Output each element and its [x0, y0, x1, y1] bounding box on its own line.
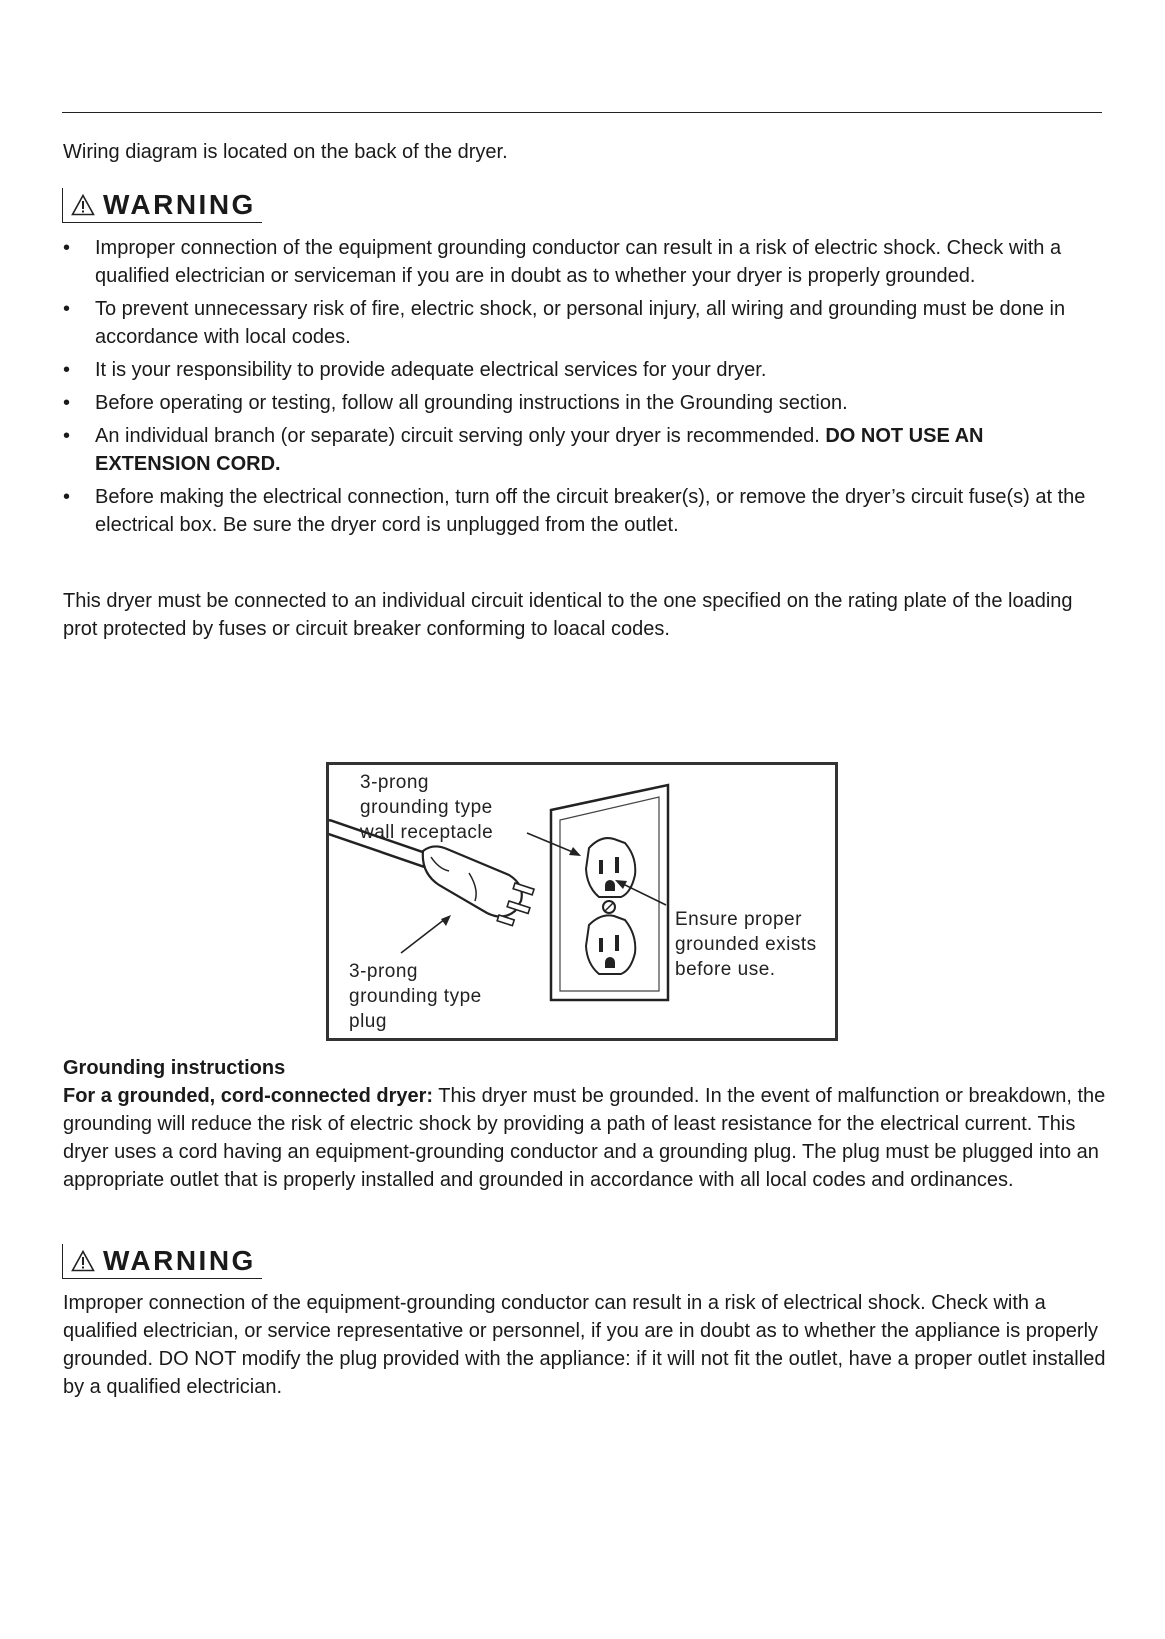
plug-label: 3-prong grounding type plug [349, 961, 482, 1032]
warning-triangle-icon [71, 1250, 95, 1272]
ground-note-label: Ensure proper grounded exists before use. [675, 909, 817, 980]
warning-label: WARNING [103, 189, 256, 220]
warning-bullet-list [63, 234, 1103, 544]
warning-label: WARNING [103, 1245, 256, 1276]
circuit-paragraph: This dryer must be connected to an individual circuit identical to the one specified on the rating plate of the loading prot protected by fuses or circuit breaker conforming to loacal codes. [63, 590, 1073, 640]
list-item: • Before operating or testing, follow all grounding instructions in the Grounding section. [63, 392, 848, 414]
warning-heading-2 [62, 1244, 262, 1279]
list-item: • An individual branch (or separate) circuit serving only your dryer is recommended. DO NOT USE AN EXTENSION CORD. [63, 425, 984, 475]
receptacle-label: 3-prong grounding type wall receptacle [360, 772, 494, 843]
header-rule [62, 112, 1102, 113]
outlet-plug-figure [326, 762, 838, 1041]
warning-paragraph: Improper connection of the equipment-grounding conductor can result in a risk of electrical shock. Check with a qualified electrician, or service representative or personnel, if you are in doubt as to whether the appliance is properly grounded. DO NOT modify the plug provided with the appliance: if it will not fit the outlet, have a proper outlet installed by a qualified electrician. [63, 1292, 1106, 1398]
grounding-heading: Grounding instructions [63, 1057, 286, 1079]
list-item: • It is your responsibility to provide adequate electrical services for your dryer. [63, 359, 767, 381]
list-item: • Improper connection of the equipment grounding conductor can result in a risk of electric shock. Check with a qualified electrician or serviceman if you are in doubt as to whether your dryer is properly grounded. [63, 237, 1062, 287]
grounding-paragraph: For a grounded, cord-connected dryer: This dryer must be grounded. In the event of malfunction or breakdown, the grounding will reduce the risk of electric shock by providing a path of least resistance for the electrical current. This dryer uses a cord having an equipment-grounding conductor and a grounding plug. The plug must be plugged into an appropriate outlet that is properly installed and grounded in accordance with all local codes and ordinances. [63, 1085, 1106, 1191]
wiring-intro: Wiring diagram is located on the back of the dryer. [63, 141, 508, 163]
list-item: • Before making the electrical connection, turn off the circuit breaker(s), or remove the dryer’s circuit fuse(s) at the electrical box. Be sure the dryer cord is unplugged from the outlet. [63, 486, 1086, 536]
list-item: • To prevent unnecessary risk of fire, electric shock, or personal injury, all wiring and grounding must be done in accordance with local codes. [63, 298, 1066, 348]
warning-triangle-icon [71, 194, 95, 216]
warning-heading-1 [62, 188, 262, 223]
